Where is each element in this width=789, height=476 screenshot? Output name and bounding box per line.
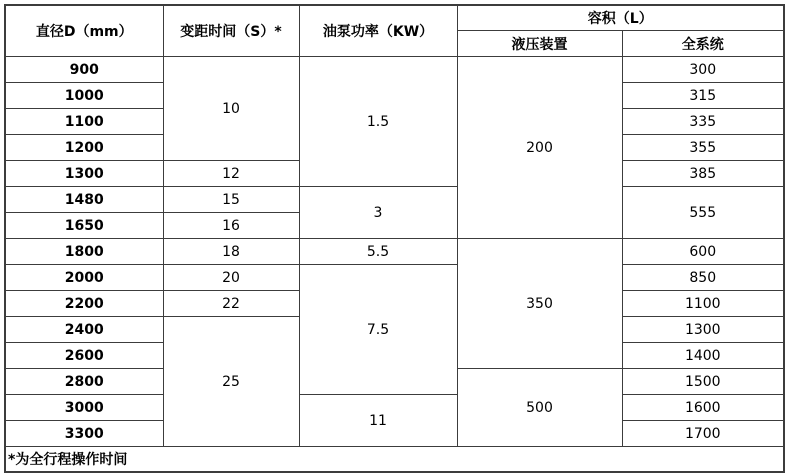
table-row bbox=[5, 395, 784, 421]
value-cell: 5.5 bbox=[299, 239, 457, 265]
header-full-system: 全系统 bbox=[622, 31, 784, 57]
header-row-1 bbox=[5, 5, 784, 31]
value-cell: 315 bbox=[622, 83, 784, 109]
value-cell: 12 bbox=[163, 161, 299, 187]
table-row bbox=[5, 187, 784, 213]
value-cell: 25 bbox=[163, 317, 299, 447]
footnote-text: *为全行程操作时间 bbox=[5, 447, 784, 473]
diameter-cell: 3300 bbox=[5, 421, 163, 447]
value-cell: 200 bbox=[457, 57, 622, 239]
value-cell: 1400 bbox=[622, 343, 784, 369]
diameter-cell: 2400 bbox=[5, 317, 163, 343]
diameter-cell: 900 bbox=[5, 57, 163, 83]
value-cell: 500 bbox=[457, 369, 622, 447]
value-cell: 355 bbox=[622, 135, 784, 161]
value-cell: 20 bbox=[163, 265, 299, 291]
value-cell: 1600 bbox=[622, 395, 784, 421]
value-cell: 600 bbox=[622, 239, 784, 265]
diameter-cell: 1200 bbox=[5, 135, 163, 161]
diameter-cell: 1300 bbox=[5, 161, 163, 187]
value-cell: 7.5 bbox=[299, 265, 457, 395]
value-cell: 300 bbox=[622, 57, 784, 83]
header-pitch-time: 变距时间（S）* bbox=[163, 5, 299, 57]
diameter-cell: 3000 bbox=[5, 395, 163, 421]
diameter-cell: 1800 bbox=[5, 239, 163, 265]
diameter-cell: 1480 bbox=[5, 187, 163, 213]
value-cell: 15 bbox=[163, 187, 299, 213]
diameter-cell: 1000 bbox=[5, 83, 163, 109]
value-cell: 335 bbox=[622, 109, 784, 135]
footnote-row bbox=[5, 447, 784, 473]
value-cell: 1300 bbox=[622, 317, 784, 343]
value-cell: 350 bbox=[457, 239, 622, 369]
value-cell: 555 bbox=[622, 187, 784, 239]
diameter-cell: 2800 bbox=[5, 369, 163, 395]
header-diameter: 直径D（mm） bbox=[5, 5, 163, 57]
value-cell: 1500 bbox=[622, 369, 784, 395]
value-cell: 1.5 bbox=[299, 57, 457, 187]
value-cell: 385 bbox=[622, 161, 784, 187]
value-cell: 22 bbox=[163, 291, 299, 317]
spec-table bbox=[4, 4, 785, 473]
header-volume: 容积（L） bbox=[457, 5, 784, 31]
value-cell: 1700 bbox=[622, 421, 784, 447]
value-cell: 11 bbox=[299, 395, 457, 447]
table-row bbox=[5, 57, 784, 83]
value-cell: 850 bbox=[622, 265, 784, 291]
table-row bbox=[5, 239, 784, 265]
diameter-cell: 2000 bbox=[5, 265, 163, 291]
diameter-cell: 1100 bbox=[5, 109, 163, 135]
table-body bbox=[5, 57, 784, 447]
value-cell: 10 bbox=[163, 57, 299, 161]
table-row bbox=[5, 265, 784, 291]
diameter-cell: 2600 bbox=[5, 343, 163, 369]
value-cell: 1100 bbox=[622, 291, 784, 317]
table-header bbox=[5, 5, 784, 57]
value-cell: 16 bbox=[163, 213, 299, 239]
value-cell: 3 bbox=[299, 187, 457, 239]
table-footer bbox=[5, 447, 784, 473]
value-cell: 18 bbox=[163, 239, 299, 265]
header-pump-power: 油泵功率（KW） bbox=[299, 5, 457, 57]
diameter-cell: 1650 bbox=[5, 213, 163, 239]
diameter-cell: 2200 bbox=[5, 291, 163, 317]
header-hydraulic-device: 液压装置 bbox=[457, 31, 622, 57]
